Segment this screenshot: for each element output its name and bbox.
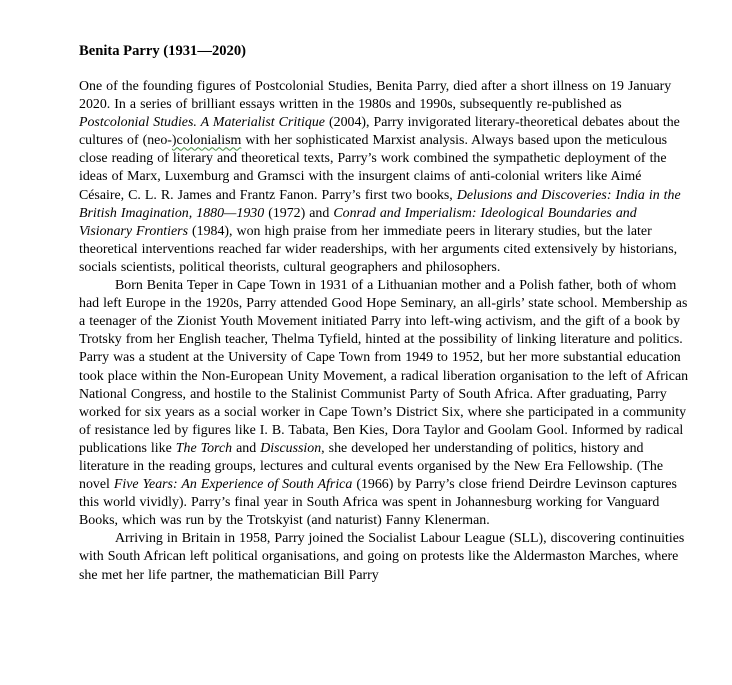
text-run: (1966) by Parry’s close friend Deirdre Levinson captures this world vividly). Parry’s final year in South Africa was spent in Johannesburg working for Vanguard Books, which was run by the Trotskyist (and naturist) Fanny Klenerman. bbox=[79, 477, 677, 529]
paragraph bbox=[79, 78, 689, 277]
paragraph bbox=[79, 530, 689, 584]
paragraph bbox=[79, 277, 689, 530]
italic-title-run: The Torch bbox=[175, 440, 233, 456]
text-run: Born Benita Teper in Cape Town in 1931 of a Lithuanian mother and a Polish father, both of whom had left Europe in the 1920s, Parry attended Good Hope Seminary, an all-girls’ state school. Membership as a teenager of the Zionist Youth Movement initiated Parry into left-wing activism, and the gift of a book by Trotsky from her English teacher, Thelma Tyfield, hinted at the possibility of linking literature and politics. Parry was a student at the University of Cape Town from 1949 to 1952, but her more substantial education took place within the Non-European Unity Movement, a radical liberation organisation to the left of African National Congress, and hostile to the Stalinist Communist Party of South Africa. After graduating, Parry worked for six years as a social worker in Cape Town’s District Six, where she participated in a community of resistance led by figures like I. B. Tabata, Ben Kies, Dora Taylor and Goolam Gool. Informed by radical publications like bbox=[79, 278, 689, 456]
italic-title-run: Delusions and Discoveries: India in the British Imagination, 1880—1930 bbox=[79, 187, 681, 221]
italic-title-run: Discussion bbox=[260, 440, 322, 456]
text-run: (1972) and bbox=[264, 205, 334, 221]
document-body bbox=[79, 78, 689, 585]
text-run: (1984), won high praise from her immediate peers in literary studies, but the later theoretical interventions reached far wider readerships, with her arguments cited extensively by historians, socials scientists, political theorists, cultural geographers and philosophers. bbox=[79, 223, 678, 275]
spellcheck-flagged-text: )colonialism bbox=[171, 133, 242, 149]
italic-title-run: Five Years: An Experience of South Africa bbox=[113, 477, 353, 493]
text-run: , she developed her understanding of politics, history and literature in the reading groups, lectures and cultural events organised by the New Era Fellowship. (The novel bbox=[79, 440, 663, 493]
document-page bbox=[79, 42, 689, 585]
document-title: Benita Parry (1931—2020) bbox=[79, 43, 246, 59]
text-run: (2004), Parry invigorated literary-theoretical debates about the cultures of (neo- bbox=[79, 115, 680, 149]
text-run: and bbox=[232, 440, 261, 456]
italic-title-run: Postcolonial Studies. A Materialist Critique bbox=[79, 115, 325, 131]
text-run: with her sophisticated Marxist analysis. Always based upon the meticulous close reading of literary and theoretical texts, Parry’s work combined the sympathetic deployment of the ideas of Marx, Luxemburg and Gramsci with the insurgent claims of anti-colonial writers like Aimé Césaire, C. L. R. James and Frantz Fanon. Parry’s first two books, bbox=[79, 133, 668, 203]
italic-title-run: Conrad and Imperialism: Ideological Boundaries and Visionary Frontiers bbox=[79, 205, 637, 239]
text-run: One of the founding figures of Postcolonial Studies, Benita Parry, died after a short illness on 19 January 2020. In a series of brilliant essays written in the 1980s and 1990s, subsequently re-published as bbox=[79, 79, 672, 113]
text-run: Arriving in Britain in 1958, Parry joined the Socialist Labour League (SLL), discovering continuities with South African left political organisations, and going on protests like the Aldermaston Marches, where she met her life partner, the mathematician Bill Parry bbox=[79, 531, 685, 583]
